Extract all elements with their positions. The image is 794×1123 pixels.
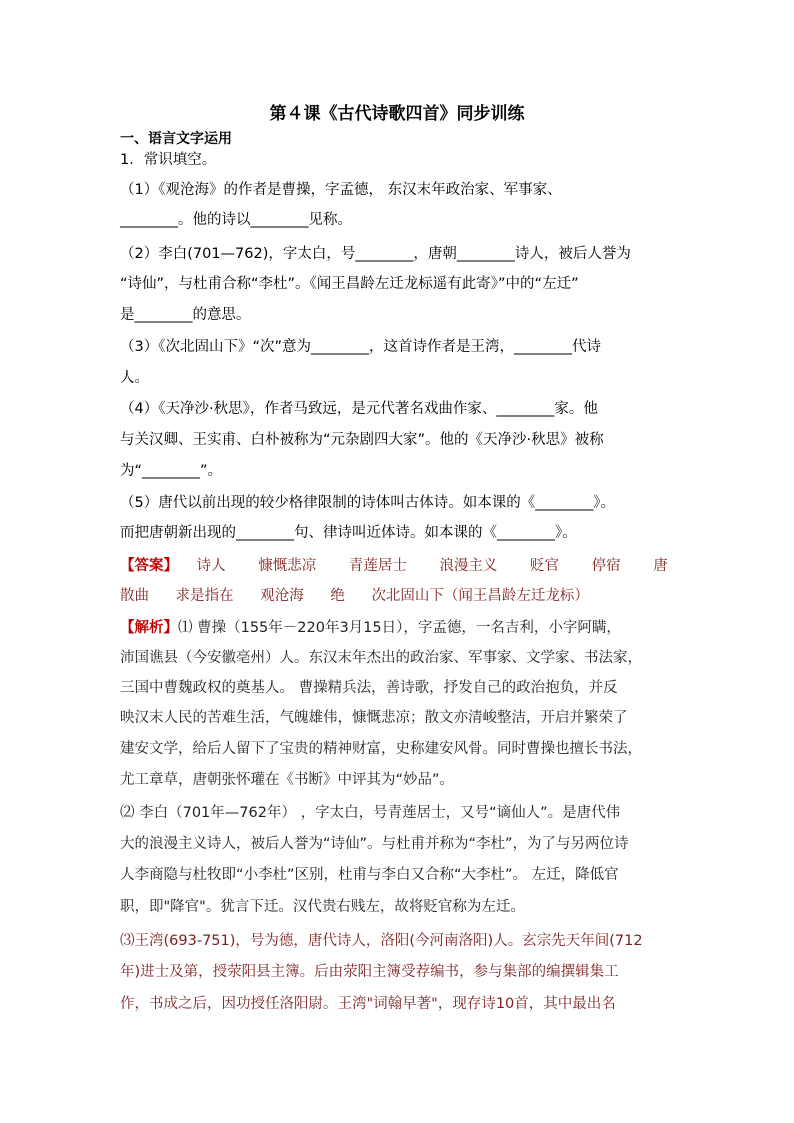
question-line: ________。他的诗以________见称。 [120, 212, 352, 228]
question-line: （1）《观沧海》的作者是曹操，字孟德， 东汉末年政治家、军事家、 [120, 182, 562, 198]
analysis-line: 尤工章草，唐朝张怀瓘在《书断》中评其为“妙品”。 [120, 772, 455, 788]
question-line: 为“________”。 [120, 463, 223, 479]
question-line: （5）唐代以前出现的较少格律限制的诗体叫古体诗。如本课的《________》。 [120, 495, 615, 511]
analysis-line: 职，即"降官"。犹言下迁。汉代贵右贱左，故将贬官称为左迁。 [120, 899, 525, 915]
page-title: 第４课《古代诗歌四首》同步训练 [269, 104, 525, 124]
question-intro: 1．常识填空。 [120, 152, 217, 168]
analysis-line: ⑵ 李白（701年—762年） ，字太白，号青莲居士，又号“谪仙人”。是唐代伟 [120, 805, 621, 821]
answer-item: 贬官 [530, 558, 560, 574]
analysis-line: 大的浪漫主义诗人，被后人誉为“诗仙”。与杜甫并称为“李杜”，为了与另两位诗 [120, 836, 629, 852]
analysis-line [120, 618, 680, 638]
answer-line-2 [120, 586, 680, 606]
answer-line-1 [120, 556, 680, 576]
analysis-line: 作，书成之后，因功授任洛阳尉。王湾"词翰早著"，现存诗10首，其中最出名 [120, 996, 616, 1012]
answer-item: 诗人 [196, 558, 226, 574]
section-heading: 一、语言文字运用 [120, 131, 232, 147]
question-line: 人。 [120, 370, 149, 386]
answer-label: 【答案】 [120, 558, 178, 574]
question-line: 是________的意思。 [120, 307, 251, 323]
answer-item: 绝 [330, 588, 345, 604]
analysis-line: 人李商隐与杜牧即“小李杜”区别，杜甫与李白又合称“大李杜”。 左迁，降低官 [120, 867, 619, 883]
analysis-line: 三国中曹魏政权的奠基人。 曹操精兵法，善诗歌，抒发自己的政治抱负，并反 [120, 680, 618, 696]
analysis-line: 沛国谯县（今安徽亳州）人。东汉末年杰出的政治家、军事家、文学家、书法家， [120, 650, 642, 666]
answer-item: 慷慨悲凉 [258, 558, 317, 574]
answer-item: 散曲 [120, 588, 149, 604]
answer-item: 浪漫主义 [439, 558, 498, 574]
question-line: （2）李白(701—762)，字太白，号________，唐朝________诗人，被后人誉为 [120, 246, 631, 262]
question-line: （3）《次北固山下》“次”意为________，这首诗作者是王湾，________代诗 [120, 339, 601, 355]
analysis-line: ⑶王湾(693-751)，号为德，唐代诗人，洛阳(今河南洛阳)人。玄宗先天年间(712 [120, 933, 643, 949]
answer-item: 观沧海 [260, 588, 304, 604]
analysis-line: 年)进士及第，授荥阳县主簿。后由荥阳主簿受荐编书，参与集部的编撰辑集工 [120, 964, 619, 980]
analysis-text: ⑴ 曹操（155年－220年3月15日），字孟德，一名吉利，小字阿瞒， [178, 620, 621, 636]
answer-item: 求是指在 [175, 588, 234, 604]
analysis-line: 建安文学，给后人留下了宝贵的精神财富，史称建安风骨。同时曹操也擅长书法， [120, 741, 642, 757]
answer-item: 次北固山下（闻王昌龄左迁龙标） [371, 588, 589, 604]
question-line: 与关汉卿、王实甫、白朴被称为“元杂剧四大家”。他的《天净沙·秋思》被称 [120, 432, 604, 448]
analysis-line: 映汉末人民的苦难生活，气魄雄伟，慷慨悲凉；散文亦清峻整洁，开启并繁荣了 [120, 710, 628, 726]
answer-item: 青莲居士 [348, 558, 407, 574]
answer-item: 唐 [653, 558, 668, 574]
question-line: 而把唐朝新出现的________句、律诗叫近体诗。如本课的《________》。 [120, 525, 577, 541]
analysis-label: 【解析】 [120, 620, 178, 636]
question-line: “诗仙”，与杜甫合称“李杜”。《闻王昌龄左迁龙标遥有此寄》”中的“左迁” [120, 276, 579, 292]
question-line: （4）《天净沙·秋思》，作者马致远，是元代著名戏曲作家、________家。他 [120, 401, 598, 417]
answer-item: 停宿 [591, 558, 621, 574]
